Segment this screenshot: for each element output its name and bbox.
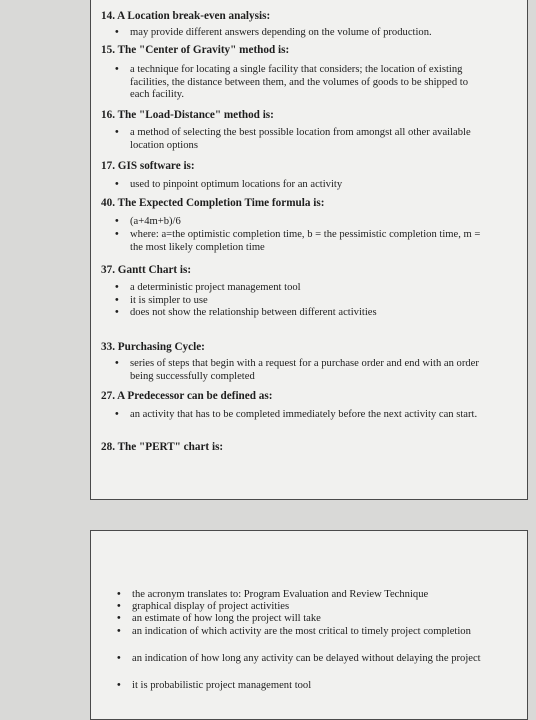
bullet-icon: •: [115, 179, 119, 190]
list-item: • an activity that has to be completed immediately before the next activity can start.: [115, 409, 478, 420]
list-item: • (a+4m+b)/6: [115, 216, 181, 227]
section-heading: 28. The "PERT" chart is:: [101, 441, 224, 453]
bullet-icon: •: [115, 27, 119, 38]
list-item: • a technique for locating a single facility that considers; the location of existing facilities, the distance between them, and the volumes of goods to be shipped to each facility.: [115, 64, 469, 101]
bullet-icon: •: [115, 307, 119, 318]
bullet-icon: •: [115, 358, 119, 369]
section-heading: 40. The Expected Completion Time formula is:: [101, 197, 325, 209]
bullet-icon: •: [115, 229, 119, 240]
list-item: • does not show the relationship between different activities: [115, 307, 377, 318]
list-item: • may provide different answers depending on the volume of production.: [115, 27, 432, 38]
list-item: • graphical display of project activities: [117, 601, 290, 612]
list-item: • the acronym translates to: Program Evaluation and Review Technique: [117, 589, 429, 600]
list-item: • a deterministic project management tool: [115, 282, 301, 293]
bullet-icon: •: [117, 613, 121, 624]
bullet-icon: •: [117, 653, 121, 664]
bullet-icon: •: [117, 601, 121, 612]
bullet-icon: •: [117, 589, 121, 600]
bullet-icon: •: [115, 64, 119, 75]
bullet-icon: •: [115, 295, 119, 306]
section-heading: 37. Gantt Chart is:: [101, 264, 192, 276]
list-item: • where: a=the optimistic completion time, b = the pessimistic completion time, m = the most likely completion time: [115, 229, 481, 253]
list-item: • an indication of which activity are the most critical to timely project completion: [117, 626, 471, 637]
list-item: • it is simpler to use: [115, 295, 208, 306]
bullet-icon: •: [115, 282, 119, 293]
list-item: • used to pinpoint optimum locations for an activity: [115, 179, 343, 190]
section-heading: 16. The "Load-Distance" method is:: [101, 109, 274, 121]
section-heading: 15. The "Center of Gravity" method is:: [101, 44, 290, 56]
section-heading: 17. GIS software is:: [101, 160, 195, 172]
list-item: • it is probabilistic project management tool: [117, 680, 312, 691]
bullet-icon: •: [115, 127, 119, 138]
bullet-icon: •: [115, 409, 119, 420]
bullet-icon: •: [117, 680, 121, 691]
list-item: • series of steps that begin with a request for a purchase order and end with an order being successfully completed: [115, 358, 479, 382]
section-heading: 33. Purchasing Cycle:: [101, 341, 205, 353]
bullet-icon: •: [115, 216, 119, 227]
list-item: • an indication of how long any activity can be delayed without delaying the project: [117, 653, 481, 664]
section-heading: 27. A Predecessor can be defined as:: [101, 390, 273, 402]
bullet-icon: •: [117, 626, 121, 637]
list-item: • a method of selecting the best possible location from amongst all other available location options: [115, 127, 471, 151]
section-heading: 14. A Location break-even analysis:: [101, 10, 271, 22]
list-item: • an estimate of how long the project will take: [117, 613, 321, 624]
